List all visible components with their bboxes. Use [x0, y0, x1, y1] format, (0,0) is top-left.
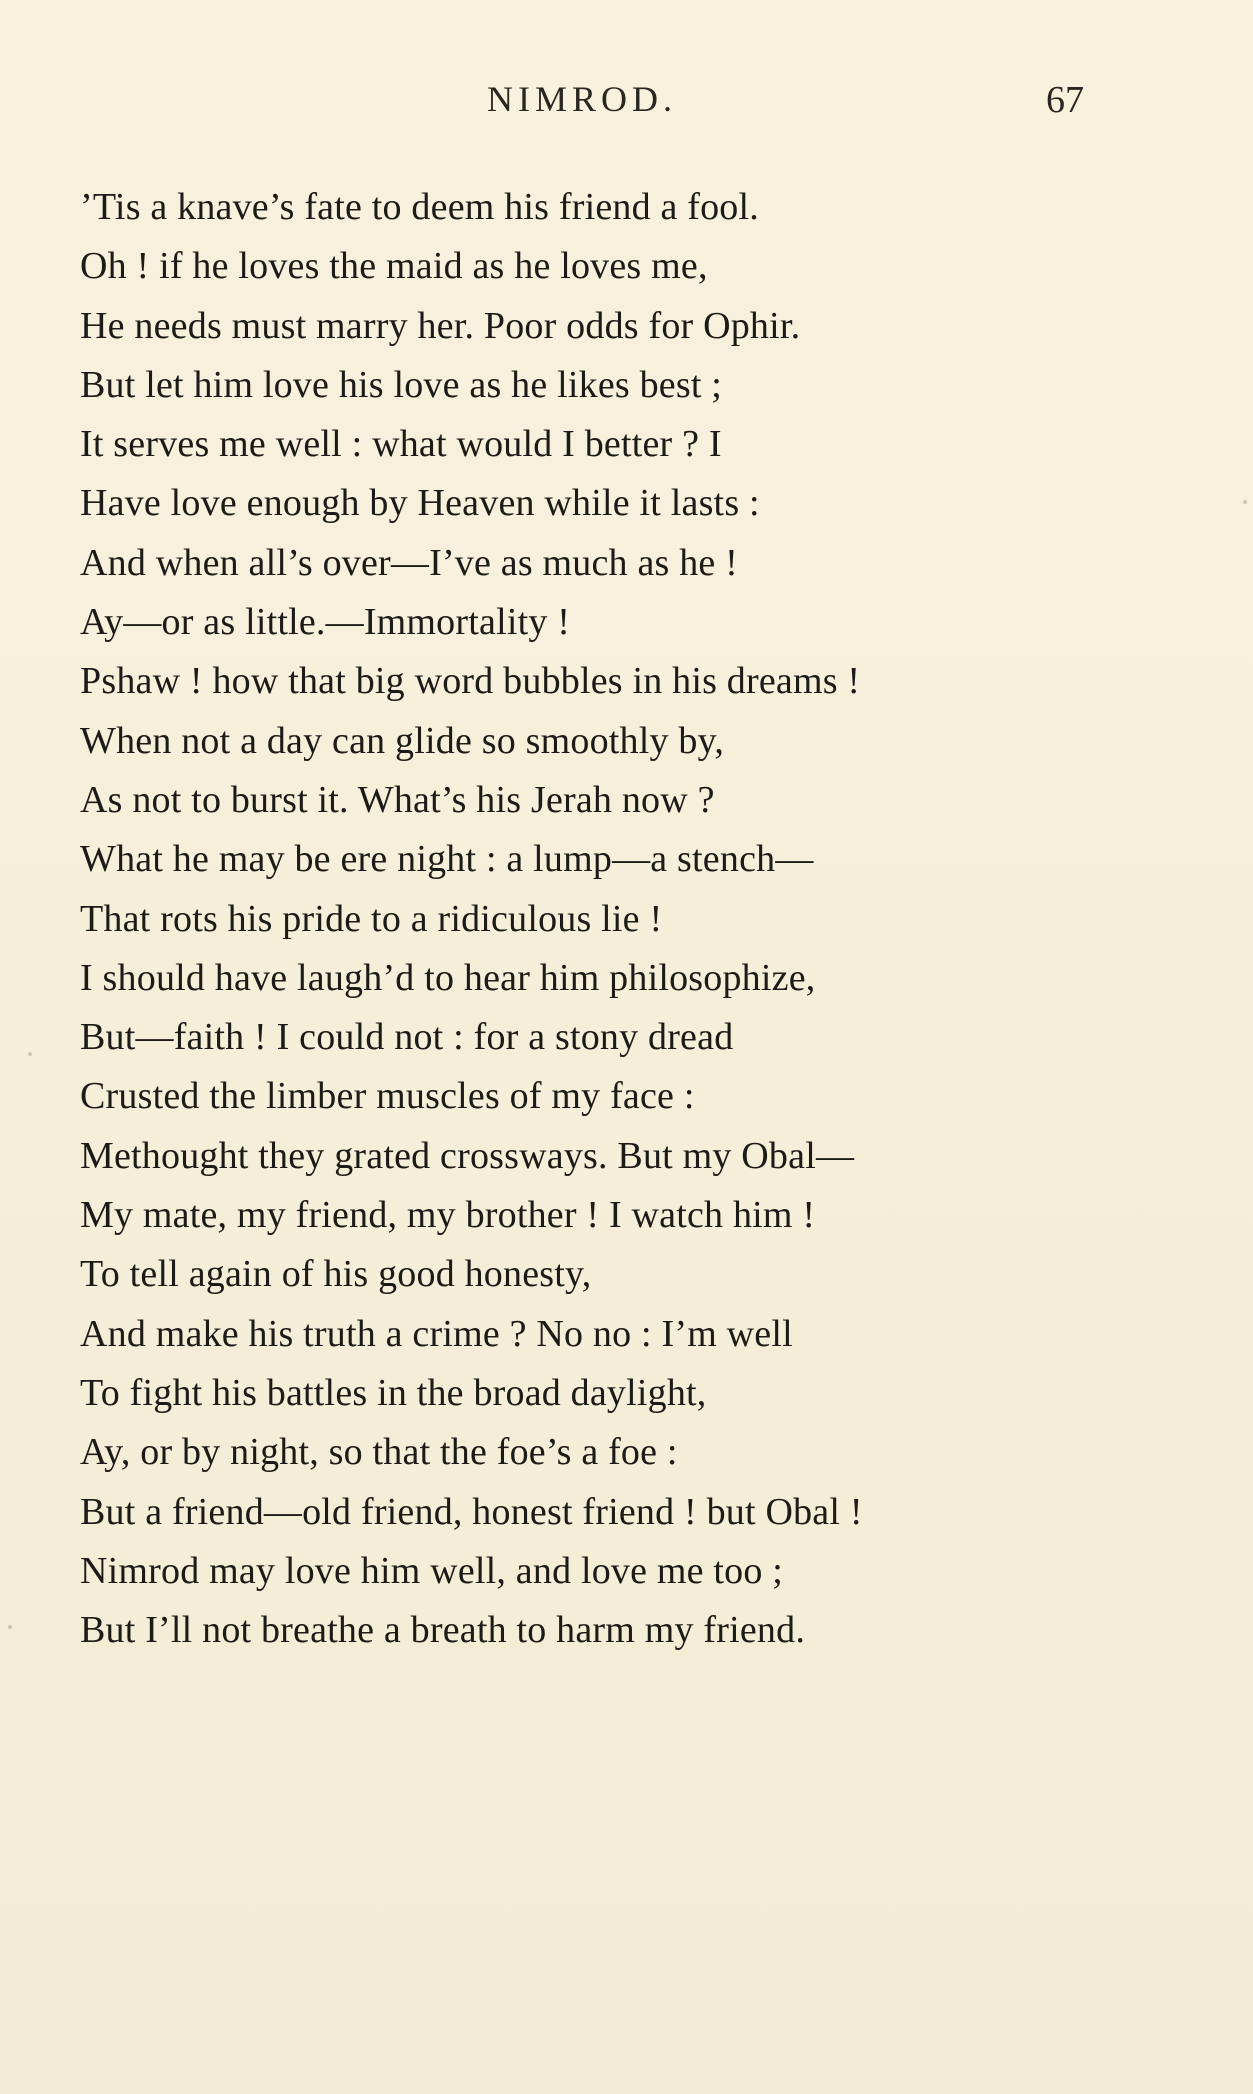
paper-speck [1243, 500, 1247, 504]
page-number: 67 [1046, 79, 1084, 121]
poem-line: Ay, or by night, so that the foe’s a foe : [80, 1431, 678, 1474]
poem-line: Nimrod may love him well, and love me too ; [80, 1549, 784, 1592]
poem-line: When not a day can glide so smoothly by, [80, 719, 725, 762]
poem-line: Pshaw ! how that big word bubbles in his dreams ! [80, 660, 861, 703]
poem-line: And when all’s over—I’ve as much as he ! [80, 541, 739, 584]
poem-line: But a friend—old friend, honest friend ! but Obal ! [80, 1490, 863, 1533]
poem-line: To tell again of his good honesty, [80, 1253, 592, 1296]
poem-line: Ay—or as little.—Immortality ! [80, 601, 571, 644]
poem-line: But I’ll not breathe a breath to harm my friend. [80, 1609, 806, 1652]
poem-text [80, 178, 1180, 1660]
poem-line: But—faith ! I could not : for a stony dread [80, 1016, 734, 1059]
paper-speck [28, 1052, 32, 1056]
poem-line: ’Tis a knave’s fate to deem his friend a fool. [80, 186, 759, 228]
poem-line: That rots his pride to a ridiculous lie ! [80, 897, 663, 940]
poem-line: As not to burst it. What’s his Jerah now ? [80, 778, 715, 821]
poem-line: Methought they grated crossways. But my Obal— [80, 1134, 855, 1177]
running-head [0, 78, 1253, 128]
poem-line: What he may be ere night : a lump—a stench— [80, 838, 814, 881]
poem-line: Oh ! if he loves the maid as he loves me, [80, 245, 708, 288]
poem-line: He needs must marry her. Poor odds for Ophir. [80, 304, 801, 347]
poem-line: My mate, my friend, my brother ! I watch him ! [80, 1194, 816, 1237]
poem-line: Have love enough by Heaven while it lasts : [80, 482, 760, 525]
poem-line: To fight his battles in the broad daylight, [80, 1371, 707, 1414]
poem-line: But let him love his love as he likes best ; [80, 363, 723, 406]
poem-line: I should have laugh’d to hear him philosophize, [80, 956, 816, 999]
running-title: NIMROD. [487, 79, 678, 119]
poem-line: And make his truth a crime ? No no : I’m well [80, 1312, 793, 1355]
paper-speck [8, 1625, 12, 1629]
poem-line: Crusted the limber muscles of my face : [80, 1075, 695, 1118]
poem-line: It serves me well : what would I better ? I [80, 423, 722, 466]
